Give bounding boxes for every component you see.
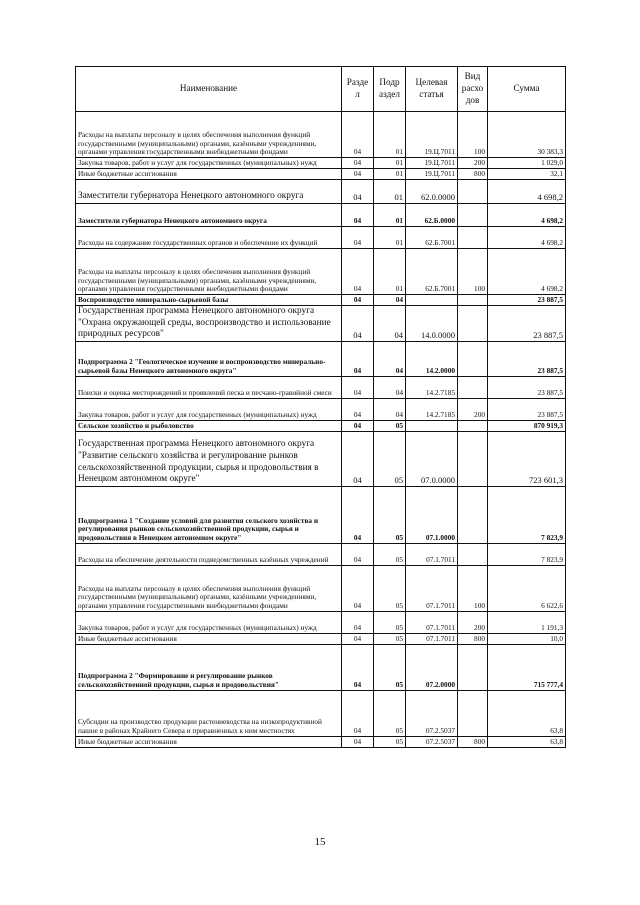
- row-section: 04: [342, 227, 374, 249]
- row-subsection: 05: [374, 690, 406, 736]
- row-sum: 4 698,2: [488, 227, 566, 249]
- row-target-article: 07.2.5037: [406, 736, 458, 747]
- table-row: [76, 398, 566, 420]
- table-row: [76, 341, 566, 376]
- row-name: Расходы на выплаты персоналу в целях обеспечения выполнения функций государственными (муниципальными) органами, казёнными учреждениями, органами управления государственными внебюджетными фондами: [76, 249, 342, 295]
- row-section: 04: [342, 565, 374, 611]
- row-section: 04: [342, 112, 374, 158]
- row-expense-kind: [458, 376, 488, 398]
- row-target-article: 07.2.5037: [406, 690, 458, 736]
- row-section: 04: [342, 341, 374, 376]
- row-name: Иные бюджетные ассигнования: [76, 736, 342, 747]
- row-expense-kind: [458, 543, 488, 565]
- header-expense-kind: Вид расхо дов: [458, 67, 488, 112]
- table-row: [76, 180, 566, 204]
- row-sum: 7 823,9: [488, 543, 566, 565]
- row-target-article: 62.0.0000: [406, 180, 458, 204]
- row-name: Государственная программа Ненецкого автономного округа "Развитие сельского хозяйства и регулирование рынков сельскохозяйственной продукции, сырья и продовольствия в Ненецком автономном округе": [76, 431, 342, 486]
- row-target-article: 14.0.0000: [406, 306, 458, 342]
- row-expense-kind: 100: [458, 112, 488, 158]
- row-subsection: 05: [374, 565, 406, 611]
- row-section: 04: [342, 690, 374, 736]
- row-target-article: [406, 420, 458, 431]
- row-subsection: 01: [374, 180, 406, 204]
- row-sum: 870 919,3: [488, 420, 566, 431]
- row-expense-kind: 100: [458, 249, 488, 295]
- row-sum: 63,8: [488, 736, 566, 747]
- header-sum: Сумма: [488, 67, 566, 112]
- row-name: Закупка товаров, работ и услуг для государственных (муниципальных) нужд: [76, 611, 342, 633]
- header-subsection: Подр аздел: [374, 67, 406, 112]
- row-name: Заместители губернатора Ненецкого автономного округа: [76, 180, 342, 204]
- table-row: [76, 611, 566, 633]
- row-section: 04: [342, 644, 374, 690]
- row-expense-kind: 800: [458, 633, 488, 644]
- row-expense-kind: [458, 690, 488, 736]
- row-sum: 30 383,3: [488, 112, 566, 158]
- row-subsection: 04: [374, 295, 406, 306]
- row-subsection: 01: [374, 158, 406, 169]
- row-section: 04: [342, 543, 374, 565]
- row-section: 04: [342, 736, 374, 747]
- row-name: Субсидии на производство продукции растениеводства на низкопродуктивной пашне в районах Крайнего Севера и приравненных к ним местностях: [76, 690, 342, 736]
- row-expense-kind: [458, 341, 488, 376]
- row-section: 04: [342, 611, 374, 633]
- row-target-article: 07.1.0000: [406, 486, 458, 543]
- row-subsection: 05: [374, 420, 406, 431]
- row-section: 04: [342, 249, 374, 295]
- table-row: [76, 204, 566, 227]
- row-section: 04: [342, 486, 374, 543]
- row-target-article: 07.1.7011: [406, 633, 458, 644]
- row-section: 04: [342, 431, 374, 486]
- row-section: 04: [342, 420, 374, 431]
- row-name: Иные бюджетные ассигнования: [76, 633, 342, 644]
- row-subsection: 01: [374, 204, 406, 227]
- table-row: [76, 420, 566, 431]
- row-expense-kind: [458, 204, 488, 227]
- row-subsection: 04: [374, 306, 406, 342]
- header-section: Разде л: [342, 67, 374, 112]
- row-expense-kind: [458, 431, 488, 486]
- table-row: [76, 249, 566, 295]
- row-target-article: 07.1.7011: [406, 611, 458, 633]
- row-subsection: 05: [374, 644, 406, 690]
- row-subsection: 04: [374, 376, 406, 398]
- row-subsection: 01: [374, 249, 406, 295]
- row-expense-kind: [458, 486, 488, 543]
- row-subsection: 05: [374, 633, 406, 644]
- row-section: 04: [342, 376, 374, 398]
- table-row: [76, 543, 566, 565]
- header-name: Наименование: [76, 67, 342, 112]
- row-subsection: 05: [374, 486, 406, 543]
- table-row: [76, 644, 566, 690]
- row-sum: 23 887,5: [488, 306, 566, 342]
- row-subsection: 01: [374, 169, 406, 180]
- row-sum: 10,0: [488, 633, 566, 644]
- row-target-article: 07.1.7011: [406, 565, 458, 611]
- row-sum: 715 777,4: [488, 644, 566, 690]
- table-row: [76, 690, 566, 736]
- row-expense-kind: [458, 180, 488, 204]
- table-row: [76, 736, 566, 747]
- row-target-article: 14.2.7185: [406, 376, 458, 398]
- table-row: [76, 112, 566, 158]
- row-sum: 23 887,5: [488, 376, 566, 398]
- row-sum: 23 887,5: [488, 341, 566, 376]
- row-section: 04: [342, 158, 374, 169]
- budget-table: [75, 66, 566, 748]
- row-target-article: 14.2.0000: [406, 341, 458, 376]
- row-name: Подпрограмма 1 "Создание условий для развития сельского хозяйства и регулирования рынков сельскохозяйственной продукции, сырья и продовольствия в Ненецком автономном округе": [76, 486, 342, 543]
- row-target-article: 62.Б.0000: [406, 204, 458, 227]
- row-section: 04: [342, 204, 374, 227]
- table-header-row: [76, 67, 566, 112]
- row-expense-kind: 800: [458, 736, 488, 747]
- row-name: Государственная программа Ненецкого автономного округа "Охрана окружающей среды, воспроизводство и использование природных ресурсов": [76, 306, 342, 342]
- row-expense-kind: 100: [458, 565, 488, 611]
- row-sum: 7 823,9: [488, 486, 566, 543]
- row-sum: 1 029,0: [488, 158, 566, 169]
- row-name: Расходы на содержание государственных органов и обеспечение их функций: [76, 227, 342, 249]
- row-name: Заместители губернатора Ненецкого автономного округа: [76, 204, 342, 227]
- row-name: Поиски и оценка месторождений и проявлений песка и песчано-гравийной смеси: [76, 376, 342, 398]
- row-subsection: 05: [374, 431, 406, 486]
- table-row: [76, 295, 566, 306]
- row-expense-kind: 200: [458, 398, 488, 420]
- header-target-article: Целевая статья: [406, 67, 458, 112]
- row-target-article: 62.Б.7001: [406, 227, 458, 249]
- row-sum: 6 622,6: [488, 565, 566, 611]
- row-target-article: 14.2.7185: [406, 398, 458, 420]
- row-name: Расходы на выплаты персоналу в целях обеспечения выполнения функций государственными (муниципальными) органами, казёнными учреждениями, органами управления государственными внебюджетными фондами: [76, 565, 342, 611]
- row-sum: 1 191,3: [488, 611, 566, 633]
- row-target-article: 19.Ц.7011: [406, 158, 458, 169]
- row-expense-kind: [458, 420, 488, 431]
- row-target-article: 07.2.0000: [406, 644, 458, 690]
- row-subsection: 05: [374, 543, 406, 565]
- row-sum: 4 698,2: [488, 204, 566, 227]
- row-subsection: 05: [374, 736, 406, 747]
- table-row: [76, 376, 566, 398]
- row-section: 04: [342, 398, 374, 420]
- row-section: 04: [342, 306, 374, 342]
- row-subsection: 04: [374, 398, 406, 420]
- row-expense-kind: 200: [458, 611, 488, 633]
- row-sum: 23 887,5: [488, 398, 566, 420]
- row-section: 04: [342, 169, 374, 180]
- row-section: 04: [342, 180, 374, 204]
- row-subsection: 05: [374, 611, 406, 633]
- row-expense-kind: [458, 295, 488, 306]
- row-name: Подпрограмма 2 "Формирование и регулирование рынков сельскохозяйственной продукции, сырья и продовольствия": [76, 644, 342, 690]
- row-sum: 63,8: [488, 690, 566, 736]
- row-name: Закупка товаров, работ и услуг для государственных (муниципальных) нужд: [76, 398, 342, 420]
- row-target-article: 07.0.0000: [406, 431, 458, 486]
- row-target-article: 19.Ц.7011: [406, 169, 458, 180]
- row-name: Подпрограмма 2 "Геологическое изучение и воспроизводство минерально-сырьевой базы Ненецкого автономного округа": [76, 341, 342, 376]
- row-name: Закупка товаров, работ и услуг для государственных (муниципальных) нужд: [76, 158, 342, 169]
- row-section: 04: [342, 633, 374, 644]
- table-row: [76, 306, 566, 342]
- row-expense-kind: 200: [458, 158, 488, 169]
- table-row: [76, 633, 566, 644]
- table-row: [76, 158, 566, 169]
- table-row: [76, 169, 566, 180]
- row-target-article: 19.Ц.7011: [406, 112, 458, 158]
- row-sum: 23 887,5: [488, 295, 566, 306]
- row-expense-kind: 800: [458, 169, 488, 180]
- row-expense-kind: [458, 306, 488, 342]
- table-row: [76, 227, 566, 249]
- row-expense-kind: [458, 644, 488, 690]
- table-row: [76, 565, 566, 611]
- row-sum: 4 698,2: [488, 180, 566, 204]
- row-sum: 4 698,2: [488, 249, 566, 295]
- page-number: 15: [314, 836, 326, 848]
- row-target-article: 62.Б.7001: [406, 249, 458, 295]
- row-section: 04: [342, 295, 374, 306]
- row-sum: 723 601,3: [488, 431, 566, 486]
- row-name: Сельское хозяйство и рыболовство: [76, 420, 342, 431]
- row-subsection: 04: [374, 341, 406, 376]
- row-subsection: 01: [374, 112, 406, 158]
- table-row: [76, 431, 566, 486]
- row-target-article: 07.1.7011: [406, 543, 458, 565]
- row-name: Расходы на выплаты персоналу в целях обеспечения выполнения функций государственными (муниципальными) органами, казёнными учреждениями, органами управления государственными внебюджетными фондами: [76, 112, 342, 158]
- row-sum: 32,1: [488, 169, 566, 180]
- row-expense-kind: [458, 227, 488, 249]
- row-name: Расходы на обеспечение деятельности подведомственных казённых учреждений: [76, 543, 342, 565]
- table-row: [76, 486, 566, 543]
- row-name: Иные бюджетные ассигнования: [76, 169, 342, 180]
- row-subsection: 01: [374, 227, 406, 249]
- row-target-article: [406, 295, 458, 306]
- row-name: Воспроизводство минерально-сырьевой базы: [76, 295, 342, 306]
- table-body: [76, 112, 566, 748]
